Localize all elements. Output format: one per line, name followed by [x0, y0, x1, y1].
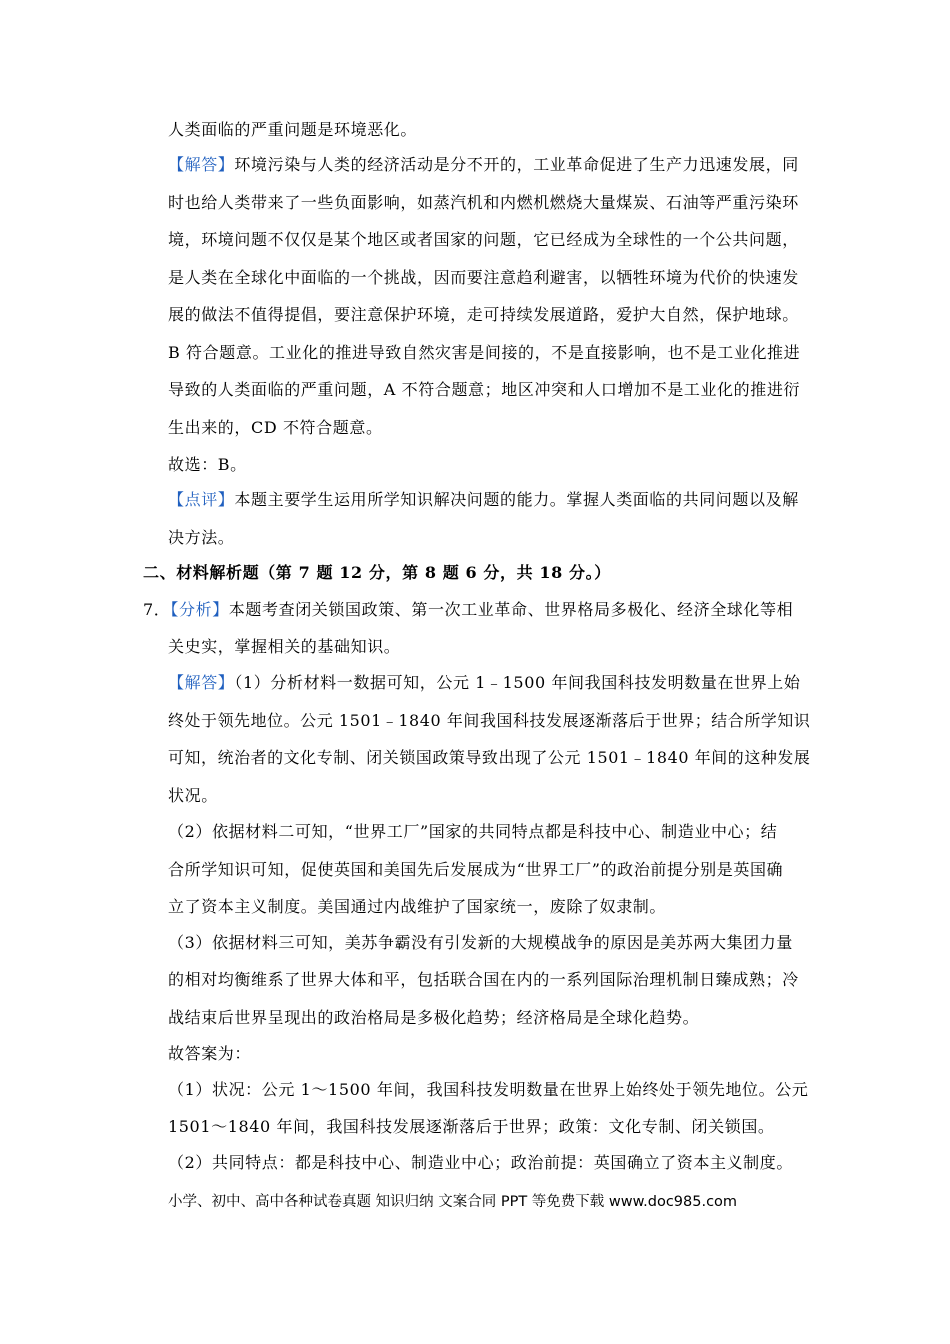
text-line: 立了资本主义制度。美国通过内战维护了国家统一，废除了奴隶制。 [168, 897, 667, 916]
text-line: （2）共同特点：都是科技中心、制造业中心；政治前提：英国确立了资本主义制度。 [168, 1153, 793, 1172]
text-line: 故选：B。 [168, 455, 247, 474]
answer-tag: 【解答】 [168, 673, 235, 692]
comment-tag: 【点评】 [168, 490, 235, 509]
answer-paragraph [168, 155, 799, 175]
text-line: 合所学知识可知，促使英国和美国先后发展成为“世界工厂”的政治前提分别是英国确 [168, 860, 784, 879]
text-line: （2）依据材料二可知，“世界工厂”国家的共同特点都是科技中心、制造业中心；结 [168, 822, 778, 841]
text-line: 故答案为： [168, 1044, 252, 1063]
text-line: 是人类在全球化中面临的一个挑战，因而要注意趋利避害，以牺牲环境为代价的快速发 [168, 268, 799, 287]
text-line: 人类面临的严重问题是环境恶化。 [168, 120, 418, 139]
text-line: 1501～1840 年间，我国科技发展逐渐落后于世界；政策：文化专制、闭关锁国。 [168, 1117, 775, 1136]
text-line: 展的做法不值得提倡，要注意保护环境，走可持续发展道路，爱护大自然，保护地球。 [168, 305, 799, 324]
answer-tag: 【解答】 [168, 155, 235, 174]
text-line: （3）依据材料三可知，美苏争霸没有引发新的大规模战争的原因是美苏两大集团力量 [168, 933, 793, 952]
text-line: 的相对均衡维系了世界大体和平，包括联合国在内的一系列国际治理机制日臻成熟；冷 [168, 970, 799, 989]
text-line: 导致的人类面临的严重问题，A 不符合题意；地区冲突和人口增加不是工业化的推进衍 [168, 380, 801, 399]
text-line: （1）状况：公元 1～1500 年间，我国科技发明数量在世界上始终处于领先地位。公元 [168, 1080, 809, 1099]
text-line: B 符合题意。工业化的推进导致自然灾害是间接的，不是直接影响，也不是工业化推进 [168, 343, 801, 362]
text-line: 可知，统治者的文化专制、闭关锁国政策导致出现了公元 1501﹣1840 年间的这种发展 [168, 748, 811, 767]
text-line: 关史实，掌握相关的基础知识。 [168, 637, 401, 656]
text-line: 本题考查闭关锁国政策、第一次工业革命、世界格局多极化、经济全球化等相 [228, 600, 794, 619]
analysis-tag: 【分析】 [170, 600, 229, 619]
section-heading: 二、材料解析题（第 7 题 12 分，第 8 题 6 分，共 18 分。） [143, 563, 611, 582]
text-line: 生出来的，CD 不符合题意。 [168, 418, 383, 437]
text-line: 时也给人类带来了一些负面影响，如蒸汽机和内燃机燃烧大量煤炭、石油等严重污染环 [168, 193, 799, 212]
text-line: 境，环境问题不仅仅是某个地区或者国家的问题，它已经成为全球性的一个公共问题， [168, 230, 799, 249]
text-line: 状况。 [168, 786, 218, 805]
comment-paragraph [168, 490, 799, 510]
text-line: 战结束后世界呈现出的政治格局是多极化趋势；经济格局是全球化趋势。 [168, 1008, 700, 1027]
question-number: 7． [143, 600, 171, 619]
question-7-analysis [143, 600, 793, 620]
answer-paragraph [168, 673, 800, 693]
text-line: 决方法。 [168, 528, 235, 547]
page-footer: 小学、初中、高中各种试卷真题 知识归纳 文案合同 PPT 等免费下载 www.doc985.com [168, 1194, 738, 1210]
text-line: 环境污染与人类的经济活动是分不开的，工业革命促进了生产力迅速发展，同 [234, 155, 799, 174]
text-line: （1）分析材料一数据可知，公元 1﹣1500 年间我国科技发明数量在世界上始 [234, 673, 801, 692]
text-line: 终处于领先地位。公元 1501﹣1840 年间我国科技发展逐渐落后于世界；结合所学知识 [168, 711, 811, 730]
text-line: 本题主要学生运用所学知识解决问题的能力。掌握人类面临的共同问题以及解 [234, 490, 799, 509]
